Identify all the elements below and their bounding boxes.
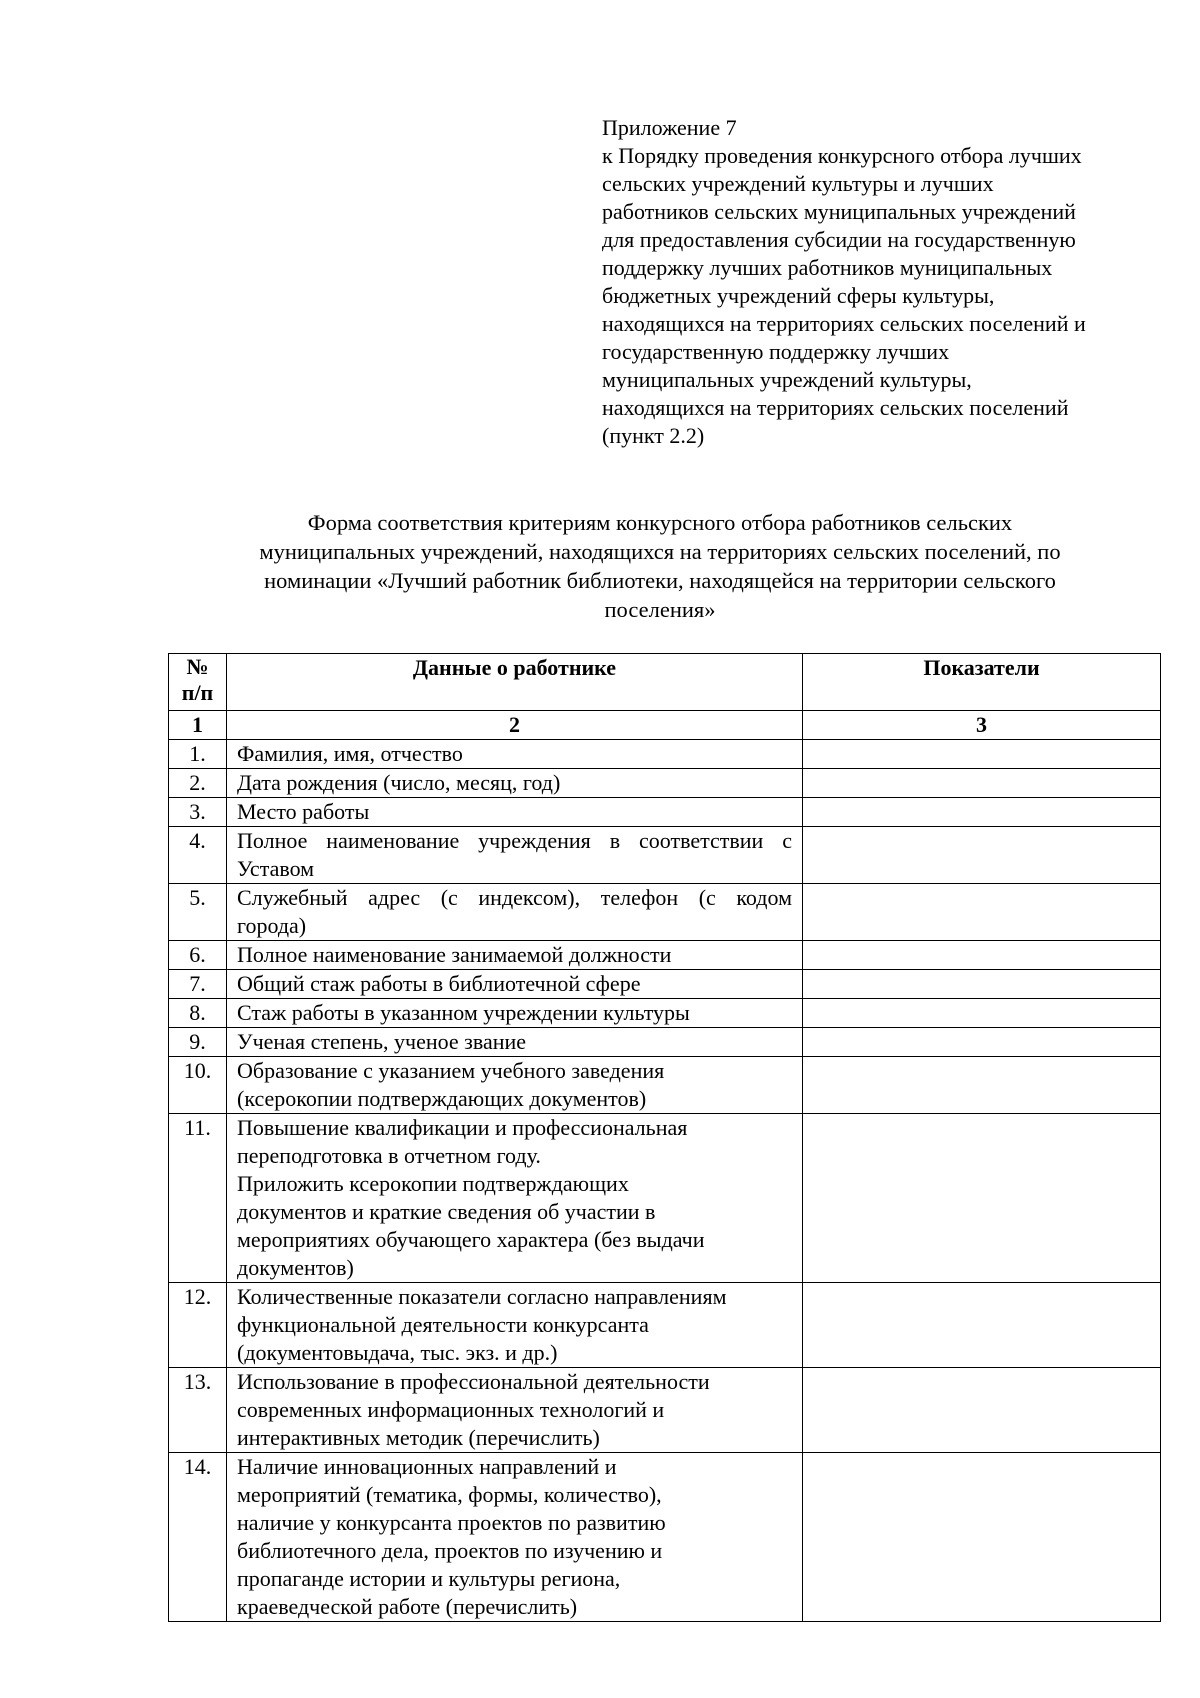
- row-description: [227, 884, 803, 941]
- row-description: [227, 941, 803, 970]
- table-body: [169, 711, 1161, 1622]
- column-index: 1: [169, 711, 227, 740]
- form-title-line: поселения»: [604, 597, 716, 622]
- appendix-line: поддержку лучших работников муниципальных: [602, 255, 1053, 280]
- row-indicator-value[interactable]: [803, 941, 1161, 970]
- row-description-line: (документовыдача, тыс. экз. и др.): [237, 1340, 558, 1365]
- row-description-line: Полное наименование занимаемой должности: [237, 942, 672, 967]
- row-indicator-value[interactable]: [803, 827, 1161, 884]
- row-description-line: функциональной деятельности конкурсанта: [237, 1312, 649, 1337]
- table-row: [169, 1283, 1161, 1368]
- appendix-line: муниципальных учреждений культуры,: [602, 367, 972, 392]
- row-description: [227, 827, 803, 884]
- row-indicator-value[interactable]: [803, 1453, 1161, 1622]
- row-description-line: Служебный адрес (с индексом), телефон (с кодом: [237, 885, 792, 910]
- row-description-line: интерактивных методик (перечислить): [237, 1425, 600, 1450]
- row-description: [227, 740, 803, 769]
- table-row: [169, 1028, 1161, 1057]
- row-description-line: Количественные показатели согласно направлениям: [237, 1284, 727, 1309]
- row-indicator-value[interactable]: [803, 999, 1161, 1028]
- table-row: [169, 798, 1161, 827]
- table-row: [169, 769, 1161, 798]
- column-index: 2: [227, 711, 803, 740]
- row-description-line: краеведческой работе (перечислить): [237, 1594, 578, 1619]
- row-description-line: Ученая степень, ученое звание: [237, 1029, 527, 1054]
- appendix-line: для предоставления субсидии на государственную: [602, 227, 1076, 252]
- row-description-line: современных информационных технологий и: [237, 1397, 665, 1422]
- row-indicator-value[interactable]: [803, 1283, 1161, 1368]
- appendix-line: работников сельских муниципальных учреждений: [602, 199, 1076, 224]
- table-row: [169, 1368, 1161, 1453]
- appendix-block: [602, 114, 1162, 450]
- row-indicator-value[interactable]: [803, 740, 1161, 769]
- row-description: [227, 1453, 803, 1622]
- row-description: [227, 999, 803, 1028]
- row-number: 2.: [169, 769, 227, 798]
- appendix-line: сельских учреждений культуры и лучших: [602, 171, 994, 196]
- row-number: 9.: [169, 1028, 227, 1057]
- appendix-line: находящихся на территориях сельских поселений: [602, 395, 1069, 420]
- header-number: [169, 654, 227, 711]
- row-number: 3.: [169, 798, 227, 827]
- row-description-line: документов): [237, 1255, 354, 1280]
- header-employee-data: Данные о работнике: [227, 654, 803, 711]
- row-description-line: Уставом: [237, 856, 315, 881]
- row-description-line: пропаганде истории и культуры региона,: [237, 1566, 621, 1591]
- row-description-line: Образование с указанием учебного заведения: [237, 1058, 665, 1083]
- appendix-line: Приложение 7: [602, 115, 737, 140]
- row-description-line: Повышение квалификации и профессиональная: [237, 1115, 688, 1140]
- criteria-table: [168, 653, 1161, 1622]
- row-description-line: Использование в профессиональной деятельности: [237, 1369, 710, 1394]
- table-row: [169, 1057, 1161, 1114]
- row-description-line: Дата рождения (число, месяц, год): [237, 770, 561, 795]
- form-title-line: номинации «Лучший работник библиотеки, находящейся на территории сельского: [264, 568, 1056, 593]
- row-description-line: мероприятий (тематика, формы, количество),: [237, 1482, 662, 1507]
- table-row: [169, 1453, 1161, 1622]
- row-description-line: документов и краткие сведения об участии в: [237, 1199, 656, 1224]
- row-number: 1.: [169, 740, 227, 769]
- row-number: 8.: [169, 999, 227, 1028]
- table-header-row: [169, 654, 1161, 711]
- row-description-line: (ксерокопии подтверждающих документов): [237, 1086, 647, 1111]
- appendix-line: государственную поддержку лучших: [602, 339, 950, 364]
- row-indicator-value[interactable]: [803, 884, 1161, 941]
- table-row: [169, 740, 1161, 769]
- row-description: [227, 970, 803, 999]
- column-index: 3: [803, 711, 1161, 740]
- form-title-line: муниципальных учреждений, находящихся на территориях сельских поселений, по: [259, 539, 1061, 564]
- row-description: [227, 1368, 803, 1453]
- row-description-line: Приложить ксерокопии подтверждающих: [237, 1171, 629, 1196]
- row-indicator-value[interactable]: [803, 1368, 1161, 1453]
- row-description-line: переподготовка в отчетном году.: [237, 1143, 541, 1168]
- row-number: 12.: [169, 1283, 227, 1368]
- row-description: [227, 1283, 803, 1368]
- header-number-abbr: п/п: [181, 680, 214, 705]
- row-description-line: Место работы: [237, 799, 370, 824]
- row-indicator-value[interactable]: [803, 798, 1161, 827]
- appendix-line: (пункт 2.2): [602, 423, 705, 448]
- row-number: 4.: [169, 827, 227, 884]
- row-number: 14.: [169, 1453, 227, 1622]
- row-indicator-value[interactable]: [803, 769, 1161, 798]
- row-description-line: Наличие инновационных направлений и: [237, 1454, 617, 1479]
- row-number: 10.: [169, 1057, 227, 1114]
- row-description: [227, 1028, 803, 1057]
- row-description-line: Общий стаж работы в библиотечной сфере: [237, 971, 641, 996]
- table-row: [169, 827, 1161, 884]
- row-number: 13.: [169, 1368, 227, 1453]
- row-description-line: библиотечного дела, проектов по изучению и: [237, 1538, 663, 1563]
- appendix-line: к Порядку проведения конкурсного отбора лучших: [602, 143, 1082, 168]
- column-index-row: [169, 711, 1161, 740]
- header-number-symbol: №: [186, 654, 209, 679]
- row-description-line: Стаж работы в указанном учреждении культуры: [237, 1000, 690, 1025]
- row-number: 6.: [169, 941, 227, 970]
- appendix-line: бюджетных учреждений сферы культуры,: [602, 283, 995, 308]
- table-row: [169, 941, 1161, 970]
- row-indicator-value[interactable]: [803, 1028, 1161, 1057]
- appendix-line: находящихся на территориях сельских поселений и: [602, 311, 1086, 336]
- row-description: [227, 798, 803, 827]
- row-description: [227, 1057, 803, 1114]
- row-description-line: Полное наименование учреждения в соответствии с: [237, 828, 792, 853]
- row-number: 7.: [169, 970, 227, 999]
- table-row: [169, 884, 1161, 941]
- row-description-line: мероприятиях обучающего характера (без выдачи: [237, 1227, 705, 1252]
- row-description: [227, 769, 803, 798]
- row-indicator-value[interactable]: [803, 970, 1161, 999]
- table-row: [169, 999, 1161, 1028]
- header-indicators: Показатели: [803, 654, 1161, 711]
- row-description-line: города): [237, 913, 307, 938]
- form-title-line: Форма соответствия критериям конкурсного отбора работников сельских: [307, 510, 1013, 535]
- table-row: [169, 1114, 1161, 1283]
- row-number: 5.: [169, 884, 227, 941]
- table-row: [169, 970, 1161, 999]
- form-title: [160, 508, 1160, 624]
- row-indicator-value[interactable]: [803, 1057, 1161, 1114]
- row-description: [227, 1114, 803, 1283]
- row-indicator-value[interactable]: [803, 1114, 1161, 1283]
- row-description-line: Фамилия, имя, отчество: [237, 741, 463, 766]
- row-number: 11.: [169, 1114, 227, 1283]
- row-description-line: наличие у конкурсанта проектов по развитию: [237, 1510, 666, 1535]
